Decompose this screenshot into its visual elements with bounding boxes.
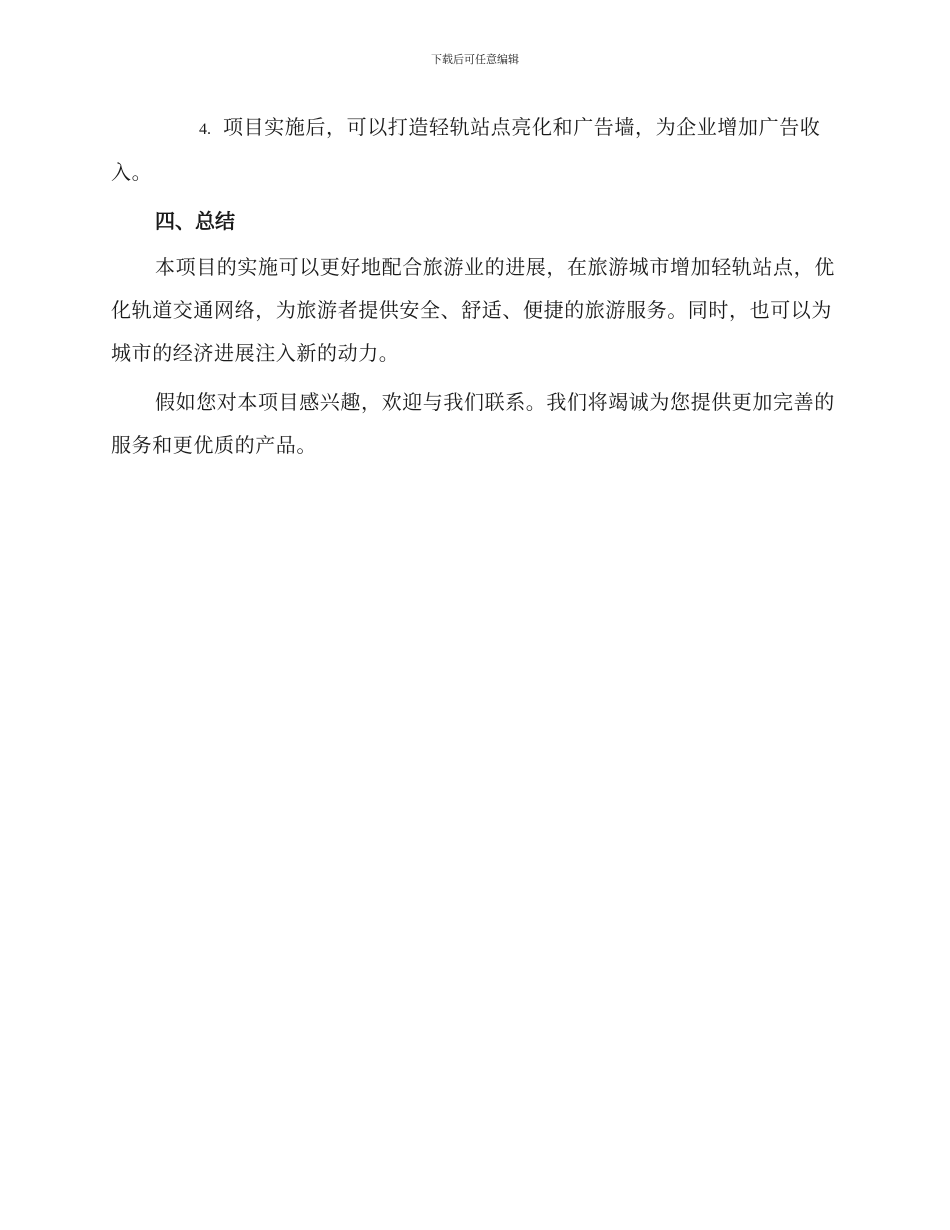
section-heading: 四、总结 [155,209,235,233]
document-body [111,106,835,473]
list-item-text: 项目实施后，可以打造轻轨站点亮化和广告墙，为企业增加广告收入。 [111,115,821,184]
summary-paragraph: 本项目的实施可以更好地配合旅游业的进展，在旅游城市增加轻轨站点，优化轨道交通网络，为旅游者提供安全、舒适、便捷的旅游服务。同时，也可以为城市的经济进展注入新的动力。 [111,255,835,365]
list-item-number: 4. [199,121,211,138]
list-item [111,106,835,194]
contact-paragraph: 假如您对本项目感兴趣，欢迎与我们联系。我们将竭诚为您提供更加完善的服务和更优质的产品。 [111,390,835,457]
page-header: 下载后可任意编辑 [431,53,519,66]
